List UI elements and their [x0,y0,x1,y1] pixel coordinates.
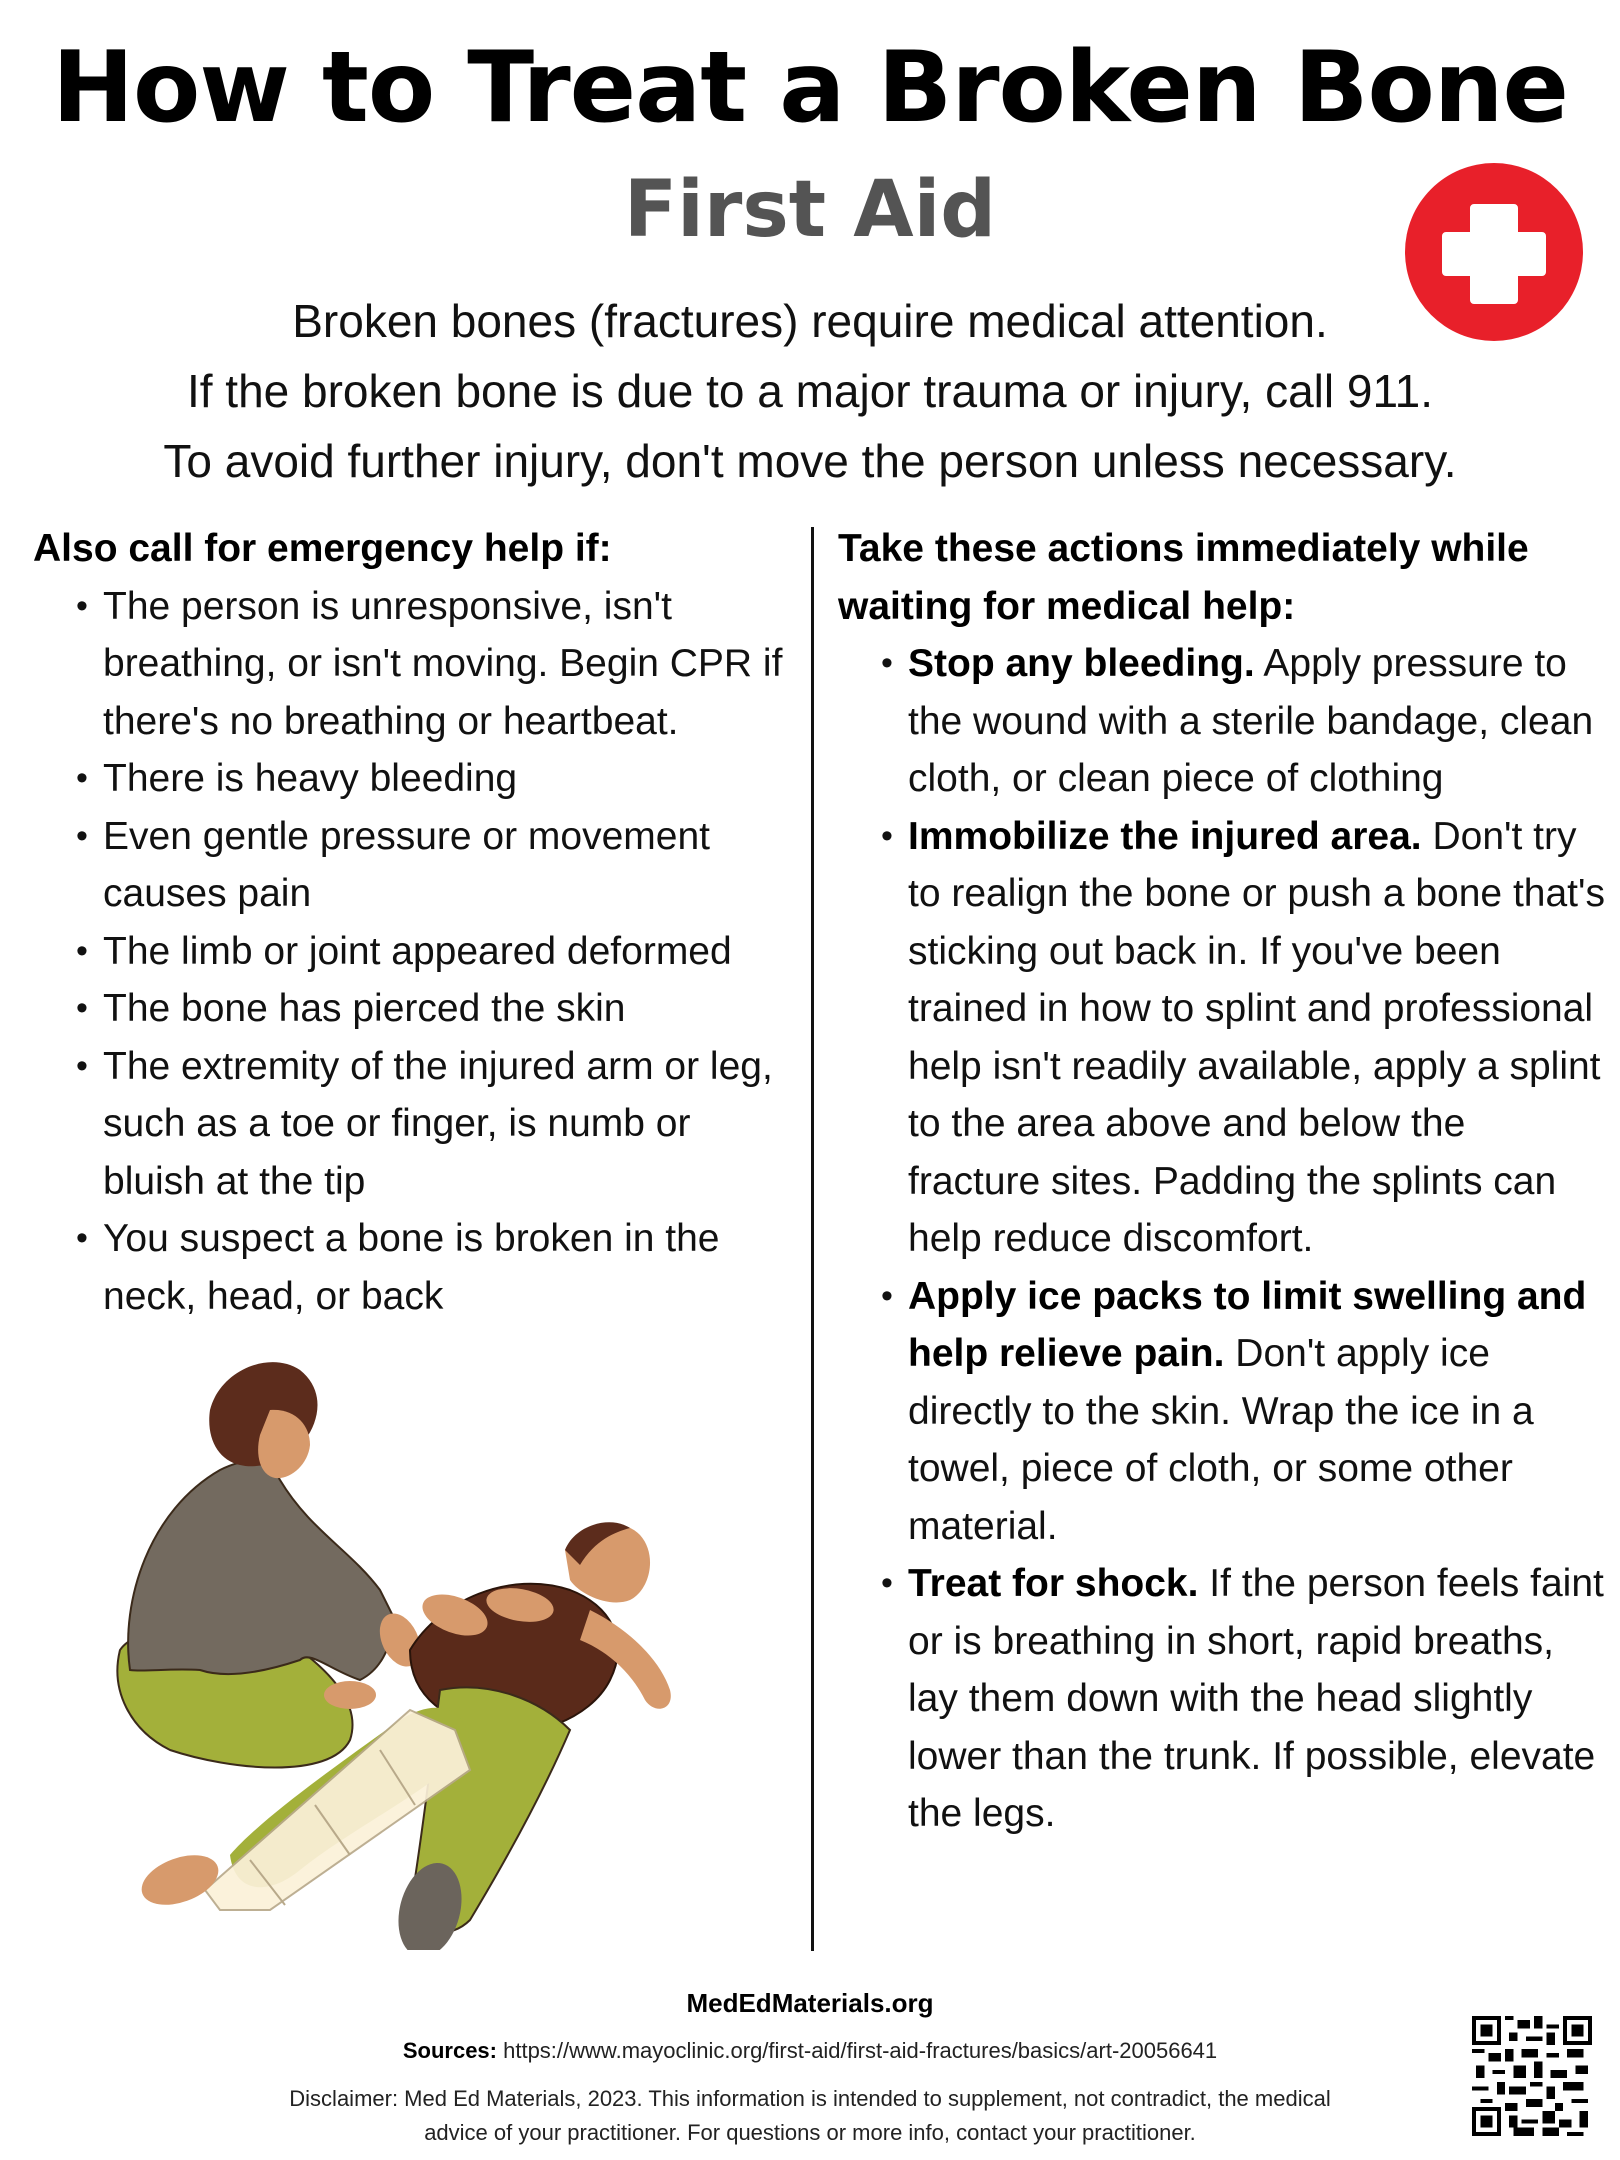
intro-text [0,286,1620,496]
list-item: • The extremity of the injured arm or leg, such as a toe or finger, is numb or bluish at the tip [33,1038,793,1211]
list-item: • You suspect a bone is broken in the neck, head, or back [33,1210,793,1325]
sources-line [0,2036,1620,2066]
bullet-icon: • [76,816,88,855]
helper-hand [324,1681,376,1709]
bullet-icon: • [881,644,893,682]
list-item [838,808,1608,1268]
disclaimer-line: advice of your practitioner. For questions or more info, contact your practitioner. [424,2120,1196,2145]
bullet-icon: • [881,816,893,855]
first-aid-splint-illustration [110,1350,790,1950]
list-item: • There is heavy bleeding [33,750,793,808]
action-text: Apply pressure to the wound with a sterile bandage, clean cloth, or clean piece of clothing [908,642,1594,800]
patient-foot [135,1846,225,1915]
action-title: Apply ice packs to limit swelling and help relieve pain. [908,1274,1587,1375]
page-title: How to Treat a Broken Bone [51,31,1569,145]
action-title: Stop any bleeding. [908,642,1255,685]
list-item [838,1555,1608,1843]
disclaimer [200,2082,1420,2150]
list-item: • The person is unresponsive, isn't breathing, or isn't moving. Begin CPR if there's no breathing or heartbeat. [33,578,793,751]
column-divider [811,527,814,1951]
bullet-icon: • [76,931,88,970]
page-subtitle: First Aid [623,165,997,255]
immediate-actions-heading: Take these actions immediately while [838,527,1529,570]
emergency-help-heading: Also call for emergency help if: [33,527,612,570]
list-item: • The limb or joint appeared deformed [33,923,793,981]
site-name: MedEdMaterials.org [686,1988,934,2018]
list-item [838,1268,1608,1556]
list-item: • Even gentle pressure or movement causes pain [33,808,793,923]
immediate-actions-heading-cont: waiting for medical help: [838,584,1296,628]
bullet-icon: • [881,1564,893,1602]
action-text: If the person feels faint or is breathing in short, rapid breaths, lay them down with the head slightly lower than the trunk. If possible, elevate the legs. [908,1562,1604,1835]
action-text: Don't apply ice directly to the skin. Wrap the ice in a towel, piece of cloth, or some other material. [908,1332,1534,1548]
bullet-icon: • [76,1046,88,1085]
sources-url[interactable]: https://www.mayoclinic.org/first-aid/first-aid-fractures/basics/art-20056641 [497,2038,1218,2063]
action-title: Treat for shock. [908,1562,1199,1605]
action-text: Don't try to realign the bone or push a bone that's sticking out back in. If you've been trained in how to splint and professional help isn't readily available, apply a splint to the area above and below the fracture sites. Padding the splints can help reduce discomfort. [908,814,1605,1260]
bullet-icon: • [76,759,88,797]
bullet-icon: • [76,586,88,625]
qr-code-icon[interactable] [1472,2016,1592,2136]
intro-line: Broken bones (fractures) require medical attention. [292,295,1328,347]
bullet-icon: • [881,1276,893,1315]
bullet-icon: • [76,1219,88,1257]
immediate-actions-section [838,520,1608,1843]
emergency-help-list [33,578,793,1326]
emergency-help-section [33,520,793,1325]
intro-line: If the broken bone is due to a major trauma or injury, call 911. [186,365,1434,417]
intro-line: To avoid further injury, don't move the person unless necessary. [163,435,1457,487]
list-item [838,635,1608,808]
disclaimer-line: Disclaimer: Med Ed Materials, 2023. This information is intended to supplement, not contradict, the medical [289,2086,1331,2111]
action-title: Immobilize the injured area. [908,814,1422,858]
bullet-icon: • [76,989,88,1027]
immediate-actions-list [838,635,1608,1843]
helper-sweater [128,1461,395,1680]
sources-label: Sources: [402,2038,497,2063]
list-item: • The bone has pierced the skin [33,980,793,1038]
